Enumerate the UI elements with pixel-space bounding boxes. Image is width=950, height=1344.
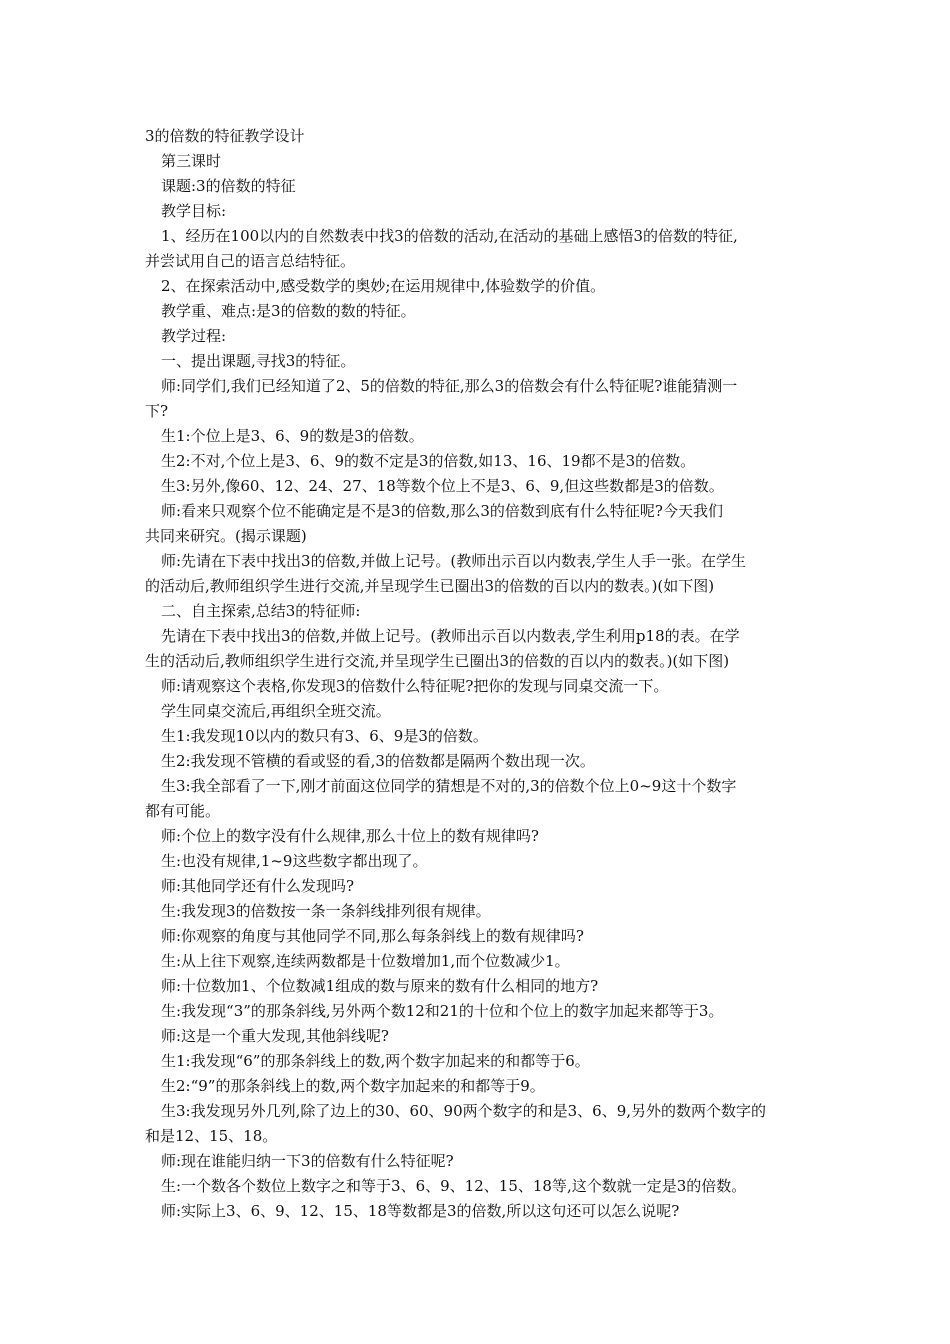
paragraph-line: 二、自主探索,总结3的特征师: (161, 602, 361, 620)
paragraph-line: 生3:另外,像60、12、24、27、18等数个位上不是3、6、9,但这些数都是3的倍数。 (161, 477, 724, 495)
paragraph-line: 教学目标: (161, 202, 227, 220)
paragraph-line: 师:请观察这个表格,你发现3的倍数什么特征呢?把你的发现与同桌交流一下。 (161, 677, 669, 695)
paragraph-line: 生:我发现“3”的那条斜线,另外两个数12和21的十位和个位上的数字加起来都等于3。 (161, 1002, 724, 1020)
paragraph-line: 生1:我发现10以内的数只有3、6、9是3的倍数。 (161, 727, 488, 745)
paragraph-line: 一、提出课题,寻找3的特征。 (161, 352, 356, 370)
paragraph-line: 学生同桌交流后,再组织全班交流。 (161, 702, 391, 720)
paragraph-line: 都有可能。 (145, 802, 221, 820)
paragraph-line: 生的活动后,教师组织学生进行交流,并呈现学生已圈出3的倍数的百以内的数表。)(如下图) (145, 652, 730, 670)
paragraph-line: 教学过程: (161, 327, 227, 345)
paragraph-line: 下? (145, 402, 169, 420)
paragraph-line: 生2:不对,个位上是3、6、9的数不定是3的倍数,如13、16、19都不是3的倍数。 (161, 452, 696, 470)
paragraph-line: 师:你观察的角度与其他同学不同,那么每条斜线上的数有规律吗? (161, 927, 584, 945)
paragraph-line: 生1:我发现“6”的那条斜线上的数,两个数字加起来的和都等于6。 (161, 1052, 590, 1070)
paragraph-line: 的活动后,教师组织学生进行交流,并呈现学生已圈出3的倍数的百以内的数表。)(如下图) (145, 577, 715, 595)
paragraph-line: 生2:我发现不管横的看或竖的看,3的倍数都是隔两个数出现一次。 (161, 752, 595, 770)
paragraph-line: 和是12、15、18。 (145, 1127, 278, 1145)
paragraph-line: 2、在探索活动中,感受数学的奥妙;在运用规律中,体验数学的价值。 (161, 277, 606, 295)
paragraph-line: 生2:“9”的那条斜线上的数,两个数字加起来的和都等于9。 (161, 1077, 545, 1095)
paragraph-line: 师:个位上的数字没有什么规律,那么十位上的数有规律吗? (161, 827, 539, 845)
paragraph-line: 并尝试用自己的语言总结特征。 (145, 252, 356, 270)
paragraph-line: 生:一个数各个数位上数字之和等于3、6、9、12、15、18等,这个数就一定是3的倍数。 (161, 1177, 747, 1195)
paragraph-line: 教学重、难点:是3的倍数的数的特征。 (161, 302, 416, 320)
paragraph-line: 生:从上往下观察,连续两数都是十位数增加1,而个位数减少1。 (161, 952, 570, 970)
paragraph-line: 生:也没有规律,1~9这些数字都出现了。 (161, 852, 428, 870)
paragraph-line: 先请在下表中找出3的倍数,并做上记号。(教师出示百以内数表,学生利用p18的表。在学 (161, 627, 740, 645)
paragraph-line: 生3:我全部看了一下,刚才前面这位同学的猜想是不对的,3的倍数个位上0~9这十个数字 (161, 777, 737, 795)
paragraph-line: 生:我发现3的倍数按一条一条斜线排列很有规律。 (161, 902, 491, 920)
document-title: 3的倍数的特征教学设计 (145, 127, 305, 145)
paragraph-line: 师:其他同学还有什么发现吗? (161, 877, 355, 895)
paragraph-line: 生3:我发现另外几列,除了边上的30、60、90两个数字的和是3、6、9,另外的数两个数字的 (161, 1102, 767, 1120)
paragraph-line: 师:同学们,我们已经知道了2、5的倍数的特征,那么3的倍数会有什么特征呢?谁能猜测一 (161, 377, 738, 395)
paragraph-line: 生1:个位上是3、6、9的数是3的倍数。 (161, 427, 424, 445)
paragraph-line: 共同来研究。(揭示课题) (145, 527, 307, 545)
paragraph-line: 第三课时 (161, 152, 222, 170)
paragraph-line: 师:先请在下表中找出3的倍数,并做上记号。(教师出示百以内数表,学生人手一张。在学生 (161, 552, 746, 570)
paragraph-line: 课题:3的倍数的特征 (161, 177, 296, 195)
paragraph-line: 师:看来只观察个位不能确定是不是3的倍数,那么3的倍数到底有什么特征呢?今天我们 (161, 502, 723, 520)
paragraph-line: 1、经历在100以内的自然数表中找3的倍数的活动,在活动的基础上感悟3的倍数的特征, (161, 227, 738, 245)
paragraph-line: 师:十位数加1、个位数减1组成的数与原来的数有什么相同的地方? (161, 977, 599, 995)
document-body (145, 149, 813, 1224)
paragraph-line: 师:现在谁能归纳一下3的倍数有什么特征呢? (161, 1152, 454, 1170)
paragraph-line: 师:实际上3、6、9、12、15、18等数都是3的倍数,所以这句还可以怎么说呢? (161, 1202, 680, 1220)
paragraph-line: 师:这是一个重大发现,其他斜线呢? (161, 1027, 389, 1045)
document-page (145, 124, 813, 1224)
